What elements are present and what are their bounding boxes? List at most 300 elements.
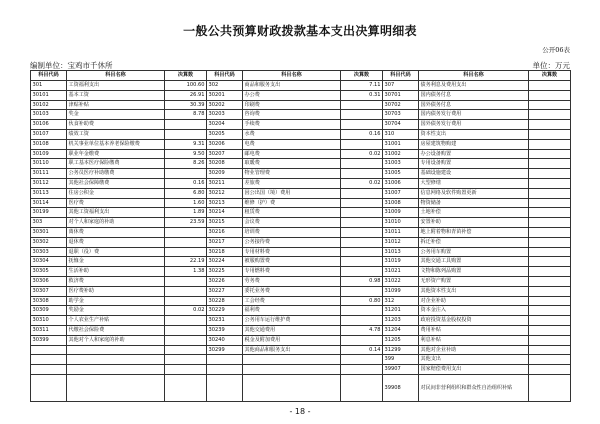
item-code: 39907 (383, 365, 419, 375)
item-amount: 0.98 (341, 276, 383, 286)
item-code: 30106 (31, 120, 67, 130)
item-name: 其他支出 (419, 355, 529, 365)
reporting-unit: 编制单位：宝鸡市千休所 (30, 61, 113, 70)
item-amount (529, 218, 571, 228)
item-name (67, 374, 165, 401)
item-name: 土地补偿 (419, 208, 529, 218)
item-name: 国内债务付息 (419, 90, 529, 100)
table-row (31, 100, 571, 110)
item-name: 办公设备购置 (419, 149, 529, 159)
table-row (31, 237, 571, 247)
item-code: 30229 (207, 306, 243, 316)
item-name: 对个人和家庭的补助 (67, 218, 165, 228)
table-row (31, 110, 571, 120)
item-name: 因公出国（境）费用 (243, 188, 341, 198)
item-code: 30107 (31, 129, 67, 139)
report-title: 一般公共预算财政拨款基本支出决算明细表 (183, 24, 417, 38)
item-code: 31201 (383, 306, 419, 316)
header-cell: 科目名称 (419, 71, 529, 81)
table-row (31, 267, 571, 277)
item-code: 39908 (383, 374, 419, 401)
item-code: 30110 (31, 159, 67, 169)
item-code: 30226 (207, 276, 243, 286)
item-code: 30311 (31, 325, 67, 335)
item-name: 机关事业单位基本养老保险缴费 (67, 139, 165, 149)
item-code: 30228 (207, 296, 243, 306)
item-amount (529, 345, 571, 355)
item-name: 委托业务费 (243, 286, 341, 296)
item-code: 30702 (383, 100, 419, 110)
item-code: 303 (31, 218, 67, 228)
item-name: 其他交通工具购置 (419, 257, 529, 267)
item-name: 水费 (243, 129, 341, 139)
item-name: 医疗费补助 (67, 286, 165, 296)
item-amount (529, 129, 571, 139)
item-code (207, 355, 243, 365)
item-code: 30215 (207, 218, 243, 228)
item-code: 30202 (207, 100, 243, 110)
item-name: 取暖费 (243, 159, 341, 169)
item-name: 办公费 (243, 90, 341, 100)
item-code: 30302 (31, 237, 67, 247)
item-amount (529, 286, 571, 296)
item-amount (165, 325, 207, 335)
item-code: 312 (383, 296, 419, 306)
item-code (207, 374, 243, 401)
item-amount: 7.11 (341, 81, 383, 91)
table-row (31, 129, 571, 139)
item-amount (341, 208, 383, 218)
item-name: 大型修缮 (419, 178, 529, 188)
item-amount (341, 218, 383, 228)
table-row (31, 325, 571, 335)
item-code: 31019 (383, 257, 419, 267)
item-code: 30209 (207, 169, 243, 179)
item-code: 30240 (207, 335, 243, 345)
table-row (31, 149, 571, 159)
item-amount: 23.59 (165, 218, 207, 228)
item-amount (165, 247, 207, 257)
item-name: 奖励金 (67, 306, 165, 316)
item-amount: 1.60 (165, 198, 207, 208)
item-name: 债务利息及费用支出 (419, 81, 529, 91)
item-code: 30310 (31, 316, 67, 326)
item-amount (529, 188, 571, 198)
item-amount: 30.39 (165, 100, 207, 110)
item-name: 退职（役）费 (67, 247, 165, 257)
item-name: 拆迁补偿 (419, 237, 529, 247)
item-name: 政府投资基金股权投资 (419, 316, 529, 326)
item-name: 专用燃料费 (243, 267, 341, 277)
item-name (243, 374, 341, 401)
table-row (31, 257, 571, 267)
item-amount (529, 120, 571, 130)
item-name: 抚恤金 (67, 257, 165, 267)
header-cell: 科目名称 (67, 71, 165, 81)
item-name: 离休费 (67, 227, 165, 237)
item-name: 专用材料费 (243, 247, 341, 257)
item-code: 31002 (383, 149, 419, 159)
item-amount (529, 198, 571, 208)
table-row (31, 365, 571, 375)
item-code: 30308 (31, 296, 67, 306)
table-row (31, 81, 571, 91)
table-row (31, 276, 571, 286)
item-code: 30205 (207, 129, 243, 139)
item-name: 资本金注入 (419, 306, 529, 316)
item-amount: 9.31 (165, 139, 207, 149)
item-code: 30213 (207, 198, 243, 208)
item-code: 30704 (383, 120, 419, 130)
item-amount (529, 276, 571, 286)
item-code (31, 374, 67, 401)
item-name: 安置补助 (419, 218, 529, 228)
item-amount (341, 139, 383, 149)
item-code: 31012 (383, 237, 419, 247)
item-name: 国外债务付息 (419, 100, 529, 110)
item-amount (341, 374, 383, 401)
item-code: 31005 (383, 169, 419, 179)
item-code: 30303 (31, 247, 67, 257)
item-code: 30208 (207, 159, 243, 169)
item-name: 基础设施建设 (419, 169, 529, 179)
item-code: 31021 (383, 267, 419, 277)
item-amount (341, 306, 383, 316)
item-amount: 100.60 (165, 81, 207, 91)
item-name: 印刷费 (243, 100, 341, 110)
item-name: 伙食补助费 (67, 120, 165, 130)
item-name: 租赁费 (243, 208, 341, 218)
item-amount (529, 247, 571, 257)
item-code: 30227 (207, 286, 243, 296)
item-name: 公务用车购置 (419, 247, 529, 257)
item-amount (341, 286, 383, 296)
item-name: 费用补贴 (419, 325, 529, 335)
item-amount (529, 169, 571, 179)
item-amount (341, 159, 383, 169)
item-code: 30216 (207, 227, 243, 237)
item-code: 30224 (207, 257, 243, 267)
item-amount (529, 257, 571, 267)
item-code: 30306 (31, 276, 67, 286)
item-code: 30114 (31, 198, 67, 208)
item-name: 其他资本性支出 (419, 286, 529, 296)
item-amount: 6.80 (165, 188, 207, 198)
table-row (31, 188, 571, 198)
item-amount (529, 325, 571, 335)
table-row (31, 178, 571, 188)
item-code: 30701 (383, 90, 419, 100)
header-cell: 决算数 (529, 71, 571, 81)
item-amount (341, 198, 383, 208)
item-name: 公务员医疗补助缴费 (67, 169, 165, 179)
item-amount (341, 316, 383, 326)
item-amount (529, 110, 571, 120)
item-code: 30206 (207, 139, 243, 149)
table-row (31, 120, 571, 130)
item-code: 31008 (383, 198, 419, 208)
table-row (31, 198, 571, 208)
item-code: 30212 (207, 188, 243, 198)
item-code (31, 345, 67, 355)
item-name: 商品和服务支出 (243, 81, 341, 91)
item-name: 津贴补贴 (67, 100, 165, 110)
item-amount (165, 237, 207, 247)
item-amount (529, 306, 571, 316)
table-row (31, 218, 571, 228)
item-name: 物资储备 (419, 198, 529, 208)
item-amount (165, 316, 207, 326)
item-code: 30304 (31, 257, 67, 267)
item-amount (341, 237, 383, 247)
item-amount: 8.78 (165, 110, 207, 120)
item-code: 31205 (383, 335, 419, 345)
item-name: 工会经费 (243, 296, 341, 306)
item-name: 培训费 (243, 227, 341, 237)
currency-unit: 单位：万元 (532, 61, 570, 70)
item-name: 信息网络及软件购置更新 (419, 188, 529, 198)
item-code: 30307 (31, 286, 67, 296)
item-amount: 22.19 (165, 257, 207, 267)
item-name: 其他商品和服务支出 (243, 345, 341, 355)
expenditure-table (30, 70, 571, 402)
item-name: 税金及附加费用 (243, 335, 341, 345)
header-cell: 科目代码 (383, 71, 419, 81)
item-code: 30239 (207, 325, 243, 335)
item-code: 30225 (207, 267, 243, 277)
item-name: 基本工资 (67, 90, 165, 100)
table-row (31, 296, 571, 306)
item-amount (341, 365, 383, 375)
header-cell: 科目名称 (243, 71, 341, 81)
item-amount (165, 169, 207, 179)
header-cell: 科目代码 (207, 71, 243, 81)
item-name: 工资福利支出 (67, 81, 165, 91)
item-code: 31204 (383, 325, 419, 335)
item-amount (341, 120, 383, 130)
item-amount (529, 81, 571, 91)
item-amount (165, 365, 207, 375)
item-amount (529, 139, 571, 149)
item-name: 被服购置费 (243, 257, 341, 267)
item-amount: 8.26 (165, 159, 207, 169)
item-code: 30111 (31, 169, 67, 179)
item-amount: 0.02 (341, 149, 383, 159)
item-code: 31001 (383, 139, 419, 149)
item-name: 住房公积金 (67, 188, 165, 198)
item-code: 30112 (31, 178, 67, 188)
item-name: 无形资产购置 (419, 276, 529, 286)
item-name: 救济费 (67, 276, 165, 286)
item-name: 维修（护）费 (243, 198, 341, 208)
item-amount (341, 335, 383, 345)
item-amount: 0.14 (341, 345, 383, 355)
item-name: 福利费 (243, 306, 341, 316)
item-name: 文物和陈列品购置 (419, 267, 529, 277)
table-row (31, 227, 571, 237)
table-row (31, 355, 571, 365)
item-amount (529, 296, 571, 306)
item-amount (529, 149, 571, 159)
item-code: 307 (383, 81, 419, 91)
item-code: 31299 (383, 345, 419, 355)
table-row (31, 345, 571, 355)
item-amount (341, 355, 383, 365)
item-name: 其他对个人和家庭的补助 (67, 335, 165, 345)
item-amount: 0.80 (341, 296, 383, 306)
item-code: 30214 (207, 208, 243, 218)
item-code: 30207 (207, 149, 243, 159)
item-amount (165, 120, 207, 130)
item-amount (529, 178, 571, 188)
table-row (31, 306, 571, 316)
item-amount (529, 335, 571, 345)
table-row (31, 90, 571, 100)
item-name: 个人农业生产补贴 (67, 316, 165, 326)
item-code: 30203 (207, 110, 243, 120)
item-amount: 0.02 (341, 178, 383, 188)
item-code: 30399 (31, 335, 67, 345)
item-code: 30309 (31, 306, 67, 316)
item-code: 31009 (383, 208, 419, 218)
item-name: 奖金 (67, 110, 165, 120)
item-name: 其他对企业补助 (419, 345, 529, 355)
item-name: 职工基本医疗保险缴费 (67, 159, 165, 169)
item-name: 职业年金缴费 (67, 149, 165, 159)
item-amount (165, 296, 207, 306)
item-code: 30305 (31, 267, 67, 277)
item-amount: 1.38 (165, 267, 207, 277)
item-name: 手续费 (243, 120, 341, 130)
item-code: 31203 (383, 316, 419, 326)
item-amount: 0.31 (341, 90, 383, 100)
item-code: 30299 (207, 345, 243, 355)
item-amount (529, 227, 571, 237)
item-amount: 1.89 (165, 208, 207, 218)
item-name (243, 355, 341, 365)
item-code: 30217 (207, 237, 243, 247)
item-name: 电费 (243, 139, 341, 149)
item-code (31, 355, 67, 365)
item-amount (529, 208, 571, 218)
item-code: 30101 (31, 90, 67, 100)
item-amount: 4.78 (341, 325, 383, 335)
item-amount (529, 355, 571, 365)
item-code (31, 365, 67, 375)
item-code (207, 365, 243, 375)
item-amount (529, 100, 571, 110)
item-code: 399 (383, 355, 419, 365)
table-row (31, 159, 571, 169)
item-amount (529, 267, 571, 277)
item-amount (165, 374, 207, 401)
item-code: 30301 (31, 227, 67, 237)
item-amount: 9.50 (165, 149, 207, 159)
item-amount: 0.16 (165, 178, 207, 188)
item-name: 绩效工资 (67, 129, 165, 139)
item-amount (529, 159, 571, 169)
table-body (31, 81, 571, 402)
item-name: 物业管理费 (243, 169, 341, 179)
item-amount: 0.02 (165, 306, 207, 316)
item-code: 302 (207, 81, 243, 91)
table-row (31, 139, 571, 149)
item-name (243, 365, 341, 375)
table-row (31, 169, 571, 179)
item-code: 31003 (383, 159, 419, 169)
item-amount (341, 227, 383, 237)
item-amount (529, 316, 571, 326)
item-name: 公务用车运行维护费 (243, 316, 341, 326)
item-name: 国外债务发行费用 (419, 120, 529, 130)
item-amount (529, 90, 571, 100)
header-cell: 决算数 (341, 71, 383, 81)
item-code: 31099 (383, 286, 419, 296)
item-amount (165, 227, 207, 237)
item-amount (165, 355, 207, 365)
table-header-row (31, 71, 571, 81)
item-name: 公务接待费 (243, 237, 341, 247)
item-amount (529, 374, 571, 401)
page-number: - 18 - (289, 407, 311, 416)
item-name: 利息补贴 (419, 335, 529, 345)
item-name: 房屋建筑物购建 (419, 139, 529, 149)
item-name: 国内债务发行费用 (419, 110, 529, 120)
item-name: 对民间非营利组织和群众性自治组织补贴 (419, 374, 529, 401)
item-amount (165, 335, 207, 345)
item-name: 劳务费 (243, 276, 341, 286)
item-name: 代缴社会保险费 (67, 325, 165, 335)
item-code: 30201 (207, 90, 243, 100)
item-name: 其他社会保障缴费 (67, 178, 165, 188)
item-code: 30231 (207, 316, 243, 326)
item-name: 医疗费 (67, 198, 165, 208)
item-amount (529, 365, 571, 375)
item-name: 其他工资福利支出 (67, 208, 165, 218)
item-name: 邮电费 (243, 149, 341, 159)
table-row (31, 208, 571, 218)
item-name: 退休费 (67, 237, 165, 247)
item-amount (165, 345, 207, 355)
item-code: 30113 (31, 188, 67, 198)
item-code: 30199 (31, 208, 67, 218)
item-code: 31013 (383, 247, 419, 257)
item-amount (341, 267, 383, 277)
item-code: 31007 (383, 188, 419, 198)
item-amount (341, 247, 383, 257)
item-code: 30102 (31, 100, 67, 110)
item-amount (165, 276, 207, 286)
item-amount: 0.16 (341, 129, 383, 139)
item-name: 其他交通费用 (243, 325, 341, 335)
table-row (31, 335, 571, 345)
item-name: 生活补助 (67, 267, 165, 277)
item-code: 31022 (383, 276, 419, 286)
item-name: 会议费 (243, 218, 341, 228)
item-code: 30109 (31, 149, 67, 159)
item-amount (165, 286, 207, 296)
item-amount (341, 110, 383, 120)
item-amount (165, 129, 207, 139)
item-code: 310 (383, 129, 419, 139)
table-row (31, 316, 571, 326)
item-amount: 26.91 (165, 90, 207, 100)
item-code: 31011 (383, 227, 419, 237)
form-number: 公开06表 (542, 46, 570, 54)
item-name: 地上附着物和青苗补偿 (419, 227, 529, 237)
item-code: 30218 (207, 247, 243, 257)
item-name: 专用设备购置 (419, 159, 529, 169)
